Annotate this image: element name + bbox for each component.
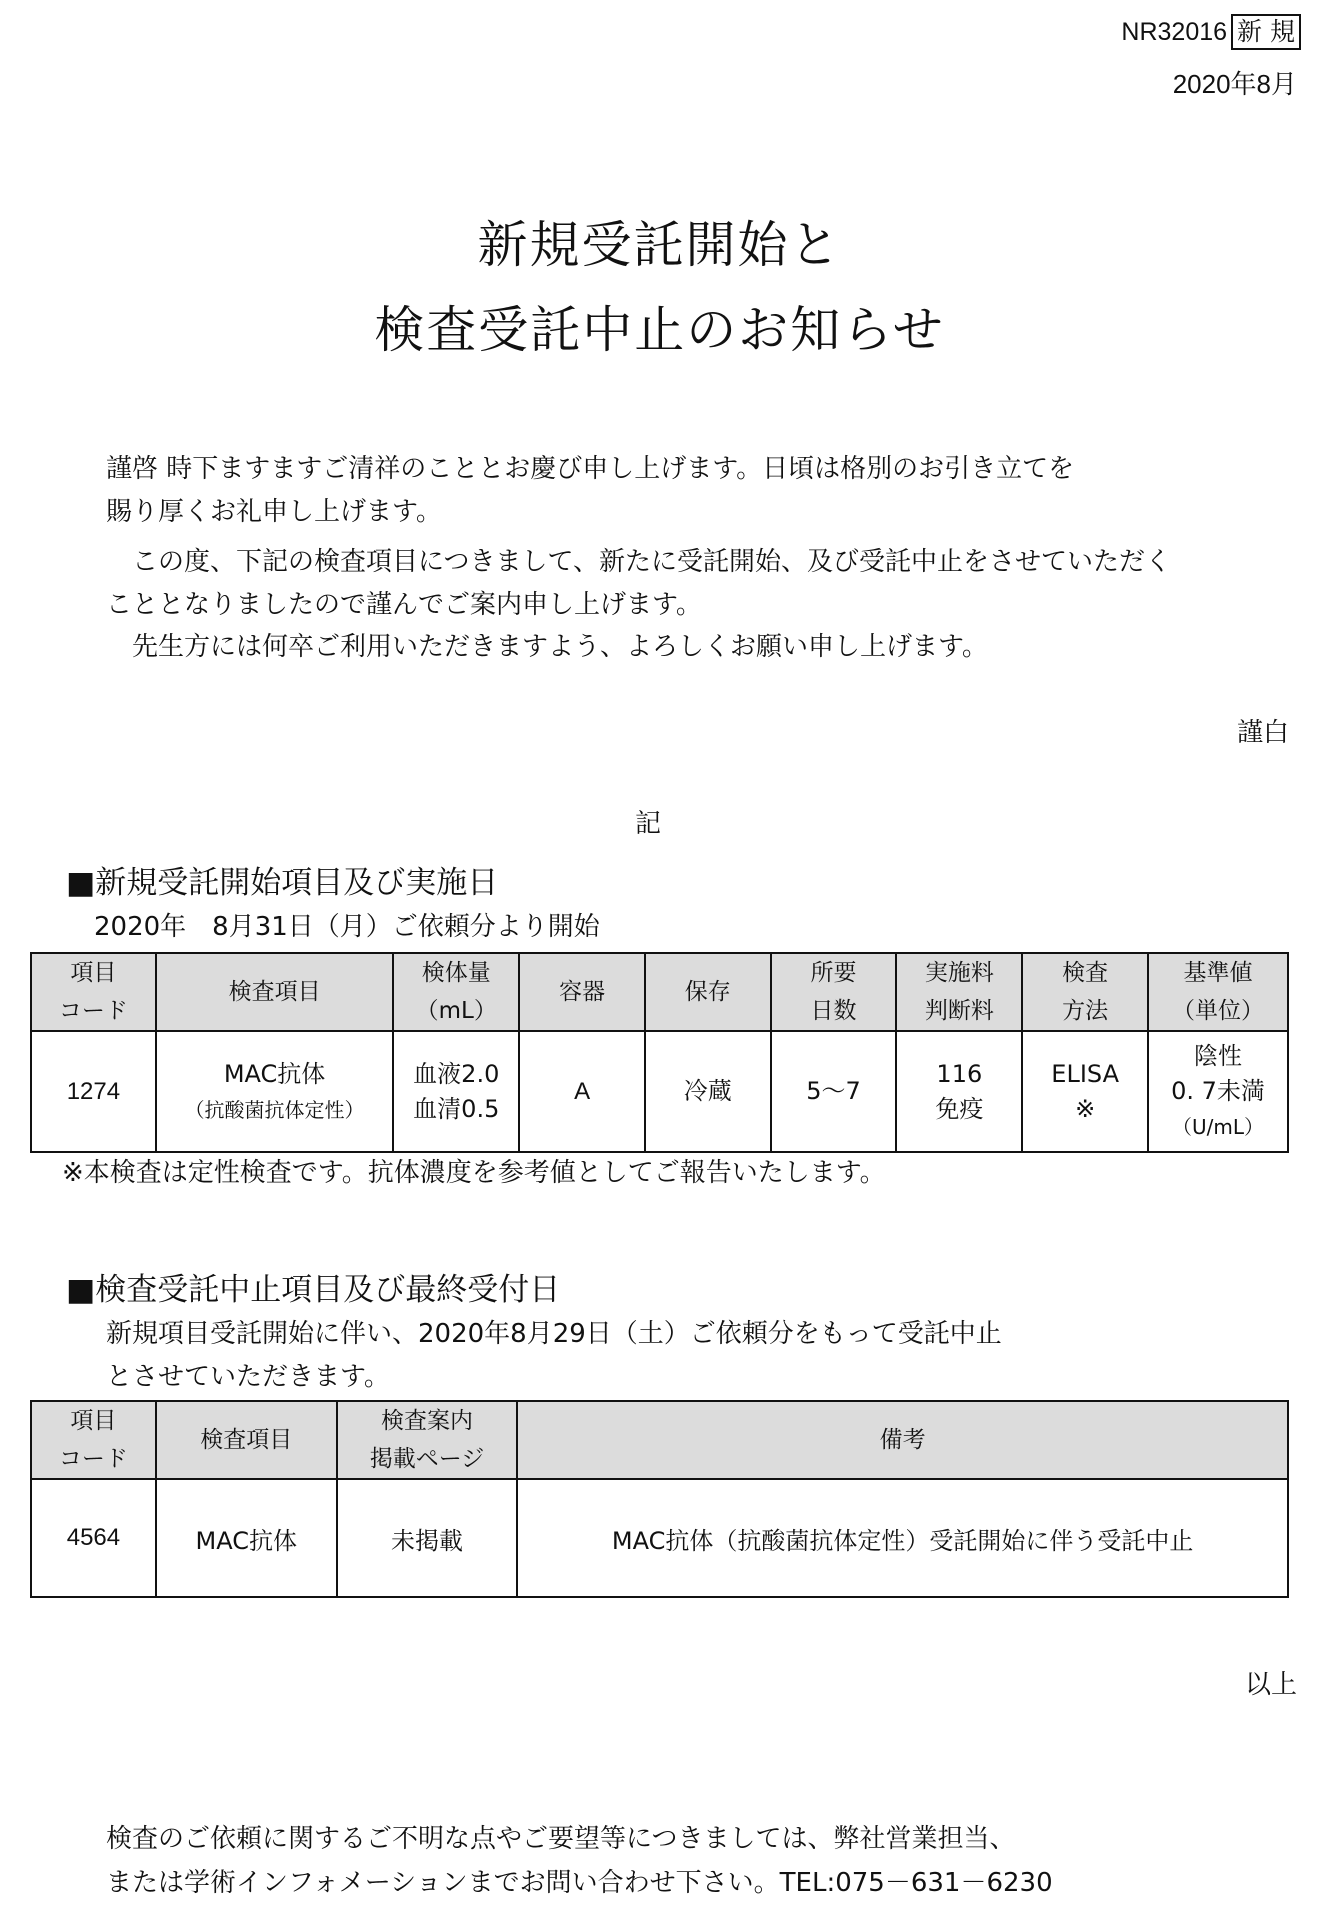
header-guide-page: 検査案内 掲載ページ (337, 1401, 518, 1479)
header-remarks: 備考 (517, 1401, 1288, 1479)
ki-marker: 記 (635, 809, 662, 839)
greeting-line-5: 先生方には何卒ご利用いただきますよう、よろしくお願い申し上げます。 (106, 632, 988, 662)
header-code: 項目 コード (31, 1401, 156, 1479)
table-row (31, 1031, 1288, 1152)
closing-ijo: 以上 (1244, 1670, 1297, 1700)
header-fee: 実施料 判断料 (896, 953, 1022, 1031)
section-new-heading: ■新規受託開始項目及び実施日 (66, 865, 499, 901)
header-reference: 基準値 （単位） (1148, 953, 1288, 1031)
cell-item: MAC抗体 （抗酸菌抗体定性） (156, 1031, 394, 1152)
cell-item: MAC抗体 (156, 1479, 337, 1597)
header-specimen: 検体量 （mL） (393, 953, 519, 1031)
section-new-start-date: 2020年 8月31日（月）ご依頼分より開始 (94, 912, 600, 942)
document-id (1121, 14, 1301, 50)
page-title-line1: 新規受託開始と (477, 216, 842, 274)
header-days: 所要 日数 (771, 953, 897, 1031)
cell-storage: 冷蔵 (645, 1031, 771, 1152)
cell-reference: 陰性 0. 7未満 （U/mL） (1148, 1031, 1288, 1152)
cell-container: A (519, 1031, 645, 1152)
cell-days: 5〜7 (771, 1031, 897, 1152)
document-code: NR32016 (1121, 18, 1228, 46)
header-item: 検査項目 (156, 953, 394, 1031)
qualitative-note: ※本検査は定性検査です。抗体濃度を参考値としてご報告いたします。 (62, 1158, 886, 1188)
header-item: 検査項目 (156, 1401, 337, 1479)
new-badge: 新 規 (1231, 14, 1301, 50)
closing-keihaku: 謹白 (1236, 718, 1289, 748)
discontinued-items-table (30, 1400, 1289, 1598)
greeting-line-4: こととなりましたので謹んでご案内申し上げます。 (106, 590, 702, 620)
greeting-line-3: この度、下記の検査項目につきまして、新たに受託開始、及び受託中止をさせていただく (106, 547, 1171, 577)
table-header-row (31, 1401, 1288, 1479)
cell-method: ELISA ※ (1022, 1031, 1148, 1152)
cell-fee: 116 免疫 (896, 1031, 1022, 1152)
cell-specimen: 血液2.0 血清0.5 (393, 1031, 519, 1152)
cell-code: 1274 (31, 1031, 156, 1152)
cell-code: 4564 (31, 1479, 156, 1597)
contact-line-1: 検査のご依頼に関するご不明な点やご要望等につきましては、弊社営業担当、 (106, 1824, 1016, 1854)
header-method: 検査 方法 (1022, 953, 1148, 1031)
section-discontinue-heading: ■検査受託中止項目及び最終受付日 (66, 1272, 561, 1308)
new-items-table (30, 952, 1289, 1153)
cell-remarks: MAC抗体（抗酸菌抗体定性）受託開始に伴う受託中止 (517, 1479, 1288, 1597)
header-container: 容器 (519, 953, 645, 1031)
section-discontinue-text-1: 新規項目受託開始に伴い、2020年8月29日（土）ご依頼分をもって受託中止 (106, 1319, 1002, 1349)
greeting-line-2: 賜り厚くお礼申し上げます。 (106, 497, 442, 527)
issue-date: 2020年8月 (1172, 69, 1297, 99)
cell-guide-page: 未掲載 (337, 1479, 518, 1597)
header-storage: 保存 (645, 953, 771, 1031)
table-row (31, 1479, 1288, 1597)
page-title-line2: 検査受託中止のお知らせ (374, 301, 945, 359)
section-discontinue-text-2: とさせていただきます。 (106, 1362, 390, 1392)
table-header-row (31, 953, 1288, 1031)
header-code: 項目 コード (31, 953, 156, 1031)
greeting-line-1: 謹啓 時下ますますご清祥のこととお慶び申し上げます。日頃は格別のお引き立てを (106, 454, 1075, 484)
contact-line-2: または学術インフォメーションまでお問い合わせ下さい。TEL:075－631－6230 (106, 1868, 1053, 1898)
